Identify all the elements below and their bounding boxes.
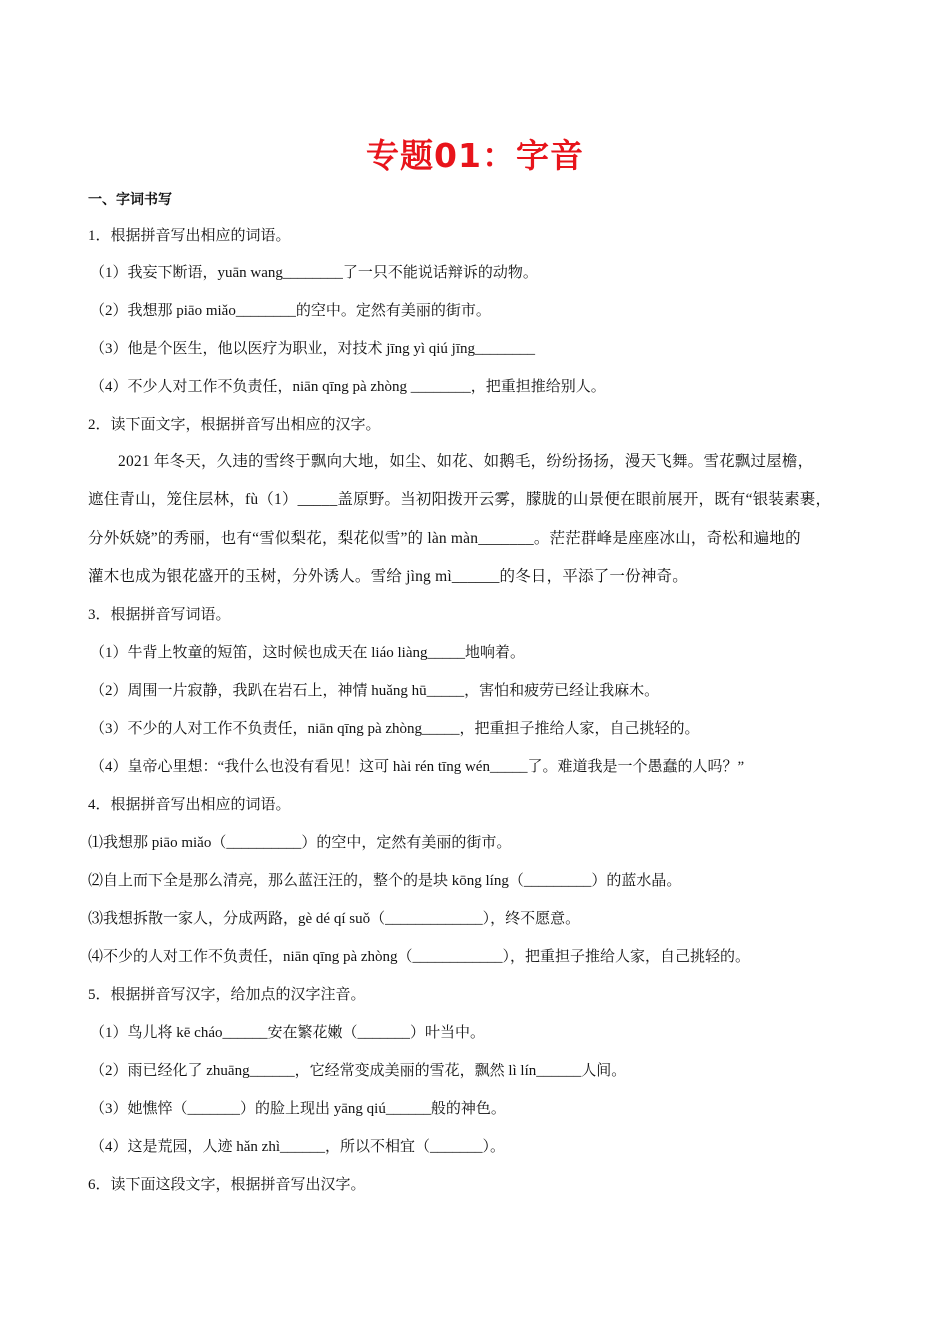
question-1-item-1: （1）我妄下断语，yuān wang________了一只不能说话辩诉的动物。 bbox=[90, 265, 538, 281]
question-2: 2．读下面文字，根据拼音写出相应的汉字。 bbox=[88, 417, 381, 433]
question-1-item-3: （3）他是个医生，他以医疗为职业，对技术 jīng yì qiú jīng________ bbox=[90, 341, 536, 357]
section-heading: 一、字词书写 bbox=[88, 192, 172, 208]
question-6: 6．读下面这段文字，根据拼音写出汉字。 bbox=[88, 1177, 366, 1193]
question-5-item-4: （4）这是荒园，人迹 hǎn zhì______，所以不相宜（_______）。 bbox=[90, 1139, 505, 1155]
question-3-item-4: （4）皇帝心里想：“我什么也没有看见！这可 hài rén tīng wén_____了。难道我是一个愚蠢的人吗？” bbox=[90, 759, 745, 775]
question-4: 4．根据拼音写出相应的词语。 bbox=[88, 797, 291, 813]
question-1-item-2: （2）我想那 piāo miǎo________的空中。定然有美丽的街市。 bbox=[90, 303, 491, 319]
question-4-item-4: ⑷不少的人对工作不负责任，niān qīng pà zhòng（____________），把重担子推给人家，自己挑轻的。 bbox=[88, 949, 751, 965]
passage-line: 灌木也成为银花盛开的玉树，分外诱人。雪给 jìng mì______的冬日，平添了一份神奇。 bbox=[88, 568, 688, 585]
question-4-item-1: ⑴我想那 piāo miǎo（__________）的空中，定然有美丽的街市。 bbox=[88, 835, 512, 851]
question-5: 5．根据拼音写汉字，给加点的汉字注音。 bbox=[88, 987, 366, 1003]
question-3-item-3: （3）不少的人对工作不负责任，niān qīng pà zhòng_____，把重担子推给人家，自己挑轻的。 bbox=[90, 721, 700, 737]
question-5-item-2: （2）雨已经化了 zhuāng______，它经常变成美丽的雪花，飘然 lì lín______人间。 bbox=[90, 1063, 627, 1079]
question-5-item-3: （3）她憔悴（_______）的脸上现出 yāng qiú______般的神色。 bbox=[90, 1101, 506, 1117]
question-4-item-2: ⑵自上而下全是那么清亮，那么蓝汪汪的，整个的是块 kōng líng（_________）的蓝水晶。 bbox=[88, 873, 682, 889]
question-3: 3．根据拼音写词语。 bbox=[88, 607, 231, 623]
question-4-item-3: ⑶我想拆散一家人，分成两路，gè dé qí suǒ（_____________），终不愿意。 bbox=[88, 911, 581, 927]
question-1: 1．根据拼音写出相应的词语。 bbox=[88, 228, 291, 244]
passage-line: 遮住青山，笼住层林，fù（1）_____盖原野。当初阳拨开云雾，朦胧的山景便在眼前展开，既有“银装素裹， bbox=[88, 491, 832, 508]
passage-line: 2021 年冬天，久违的雪终于飘向大地，如尘、如花、如鹅毛，纷纷扬扬，漫天飞舞。雪花飘过屋檐， bbox=[118, 453, 814, 470]
page-title: 专题01：字音 bbox=[366, 136, 584, 175]
question-1-item-4: （4）不少人对工作不负责任，niān qīng pà zhòng ________，把重担推给别人。 bbox=[90, 379, 606, 395]
question-5-item-1: （1）鸟儿将 kē cháo______安在繁花嫩（_______）叶当中。 bbox=[90, 1025, 485, 1041]
question-3-item-2: （2）周围一片寂静，我趴在岩石上，神情 huǎng hū_____，害怕和疲劳已经让我麻木。 bbox=[90, 683, 660, 699]
question-3-item-1: （1）牛背上牧童的短笛，这时候也成天在 liáo liàng_____地响着。 bbox=[90, 645, 525, 661]
passage-line: 分外妖娆”的秀丽，也有“雪似梨花，梨花似雪”的 làn màn_______。茫茫群峰是座座冰山，奇松和遍地的 bbox=[88, 530, 801, 547]
